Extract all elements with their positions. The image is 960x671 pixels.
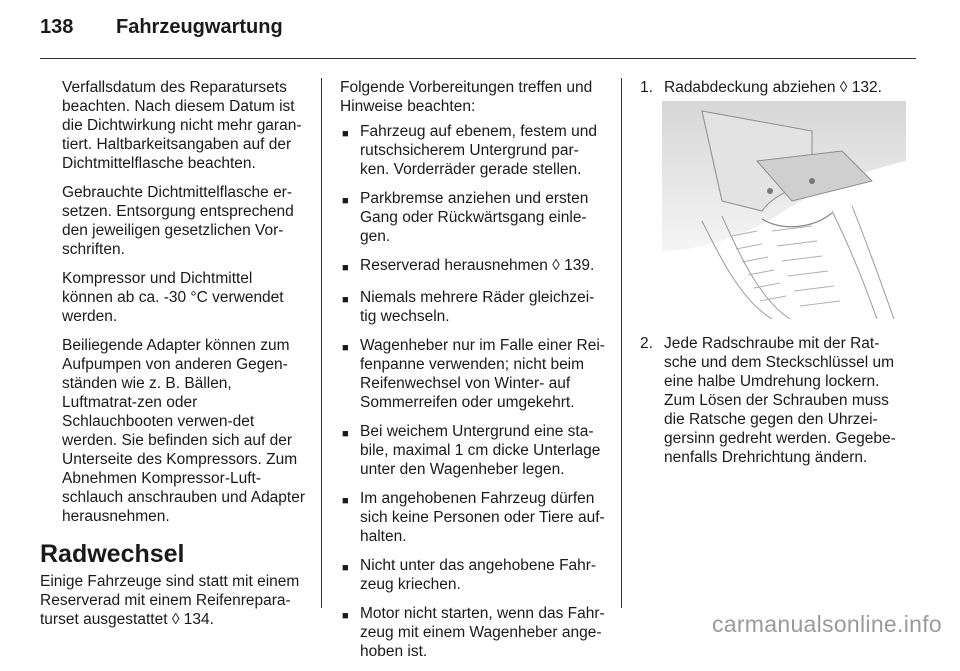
column-divider-2 (621, 78, 622, 608)
list-item-text: Bei weichem Untergrund eine sta-bile, maximal 1 cm dicke Unterlage unter den Wagenheber legen. (360, 423, 601, 478)
list-item-text: Niemals mehrere Räder gleichzei-tig wechseln. (360, 289, 595, 325)
paragraph-disposal: Gebrauchte Dichtmittelflasche er-setzen. Entsorgung entsprechend den jeweiligen gesetzlichen Vor-schriften. (62, 184, 294, 258)
paragraph-adapters: Beiliegende Adapter können zum Aufpumpen von anderen Gegen-ständen wie z. B. Bällen, Luftmatrat-zen oder Schlauchbooten verwen-det werden. Sie befinden sich auf der Unterseite des Kompressors. Zum Abnehmen Kompressor-Luft-schlauch anschrauben und Adapter herausnehmen. (62, 337, 306, 525)
list-item (340, 604, 605, 661)
step-number: 1. (640, 79, 653, 96)
bullet-icon: ■ (342, 428, 349, 440)
list-item-text: Fahrzeug auf ebenem, festem und rutschsicherem Untergrund par-ken. Vorderräder gerade stellen. (360, 123, 597, 178)
bullet-icon: ■ (342, 128, 349, 140)
list-item-text: Motor nicht starten, wenn das Fahr-zeug mit einem Wagenheber ange-hoben ist. (360, 605, 605, 660)
list-item (340, 422, 605, 479)
step-2 (640, 334, 906, 467)
page-title: Fahrzeugwartung (116, 16, 283, 38)
page-number: 138 (40, 16, 74, 38)
page-header (0, 0, 960, 62)
paragraph-expiry: Verfallsdatum des Reparatursets beachten. Nach diesem Datum ist die Dichtwirkung nicht mehr garan-tiert. Haltbarkeitsangaben auf der Dichtmittelflasche beachten. (62, 79, 302, 172)
bullet-icon: ■ (342, 610, 349, 622)
list-item-text: Im angehobenen Fahrzeug dürfen sich keine Personen oder Tiere auf-halten. (360, 490, 605, 545)
paragraph-temperature: Kompressor und Dichtmittel können ab ca. -30 °C verwendet werden. (62, 270, 284, 325)
list-item (340, 336, 605, 412)
header-rule (40, 58, 916, 59)
bullet-icon: ■ (342, 342, 349, 354)
list-item-text: Wagenheber nur im Falle einer Rei-fenpanne verwenden; nicht beim Reifenwechsel von Winter- auf Sommerreifen oder umgekehrt. (360, 337, 605, 411)
list-item (340, 122, 605, 179)
list-item (340, 556, 605, 594)
paragraph-repair-kit: Einige Fahrzeuge sind statt mit einem Reserverad mit einem Reifenrepara-turset ausgestattet ◊ 134. (40, 573, 300, 628)
step-text: Radabdeckung abziehen ◊ 132. (664, 79, 882, 96)
list-item-text: Parkbremse anziehen und ersten Gang oder Rückwärtsgang einle-gen. (360, 190, 589, 245)
list-item (340, 288, 605, 326)
wheel-cover-illustration (662, 101, 906, 319)
bullet-icon: ■ (342, 195, 349, 207)
bullet-icon: ■ (342, 294, 349, 306)
column-2 (340, 78, 605, 671)
list-item (340, 256, 605, 278)
list-item (340, 489, 605, 546)
column-1 (40, 78, 306, 639)
step-1 (640, 78, 906, 97)
step-number: 2. (640, 335, 653, 352)
step-text: Jede Radschraube mit der Rat-sche und dem Steckschlüssel um eine halbe Umdrehung lockern. Zum Lösen der Schrauben muss die Ratsche gegen den Uhrzei-gersinn gedreht werden. Gegebe-nenfalls Drehrichtung ändern. (664, 335, 896, 466)
section-heading: Radwechsel (40, 540, 185, 568)
bullet-icon: ■ (342, 262, 349, 274)
column-3 (640, 78, 906, 467)
bolt-icon (809, 178, 815, 184)
bolt-icon (767, 188, 773, 194)
list-item (340, 189, 605, 246)
preparation-intro: Folgende Vorbereitungen treffen und Hinweise beachten: (340, 79, 593, 115)
watermark: carmanualsonline.info (711, 611, 942, 637)
list-item-text: Reserverad herausnehmen ◊ 139. (360, 257, 595, 274)
bullet-icon: ■ (342, 562, 349, 574)
list-item-text: Nicht unter das angehobene Fahr-zeug kriechen. (360, 557, 597, 593)
bullet-icon: ■ (342, 495, 349, 507)
column-divider-1 (321, 78, 322, 608)
